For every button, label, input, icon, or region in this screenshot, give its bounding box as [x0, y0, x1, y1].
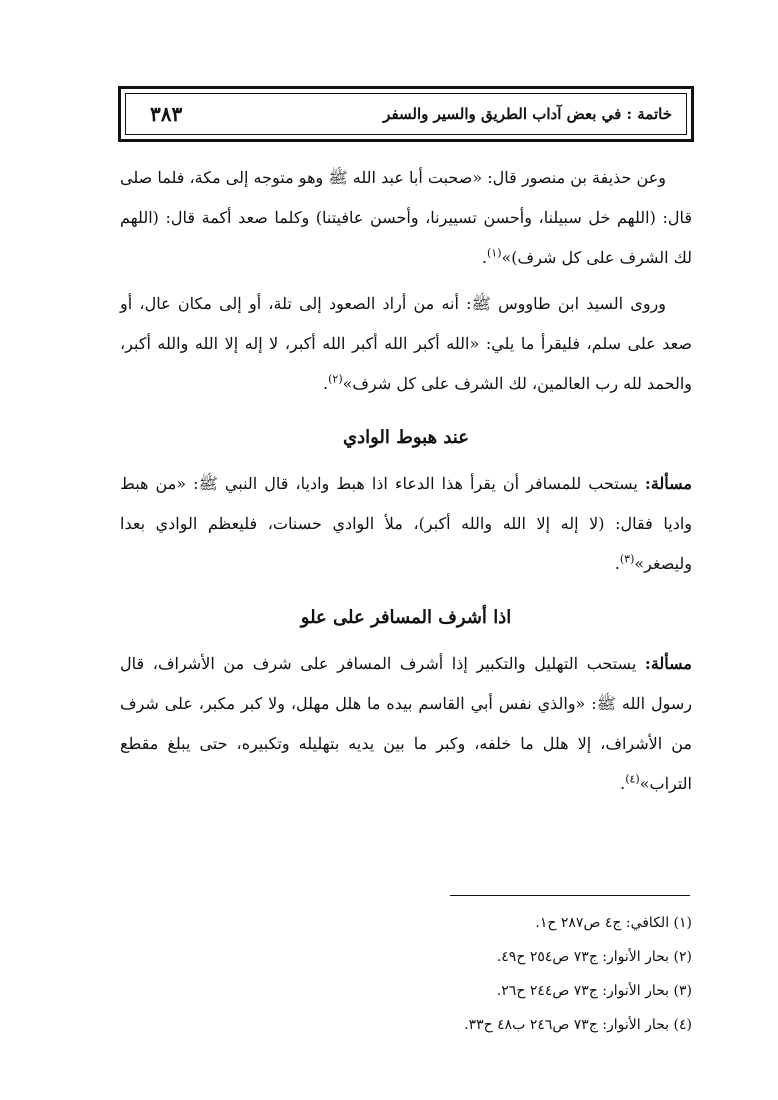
running-header	[118, 86, 694, 142]
paragraph-hudhayfa	[120, 158, 692, 278]
section-heading-height: اذا أشرف المسافر على علو	[300, 607, 512, 628]
paragraph-text: وعن حذيفة بن منصور قال: «صحبت أبا عبد الله ﷺ وهو متوجه إلى مكة، فلما صلى قال: (اللهم خل سبيلنا، وأحسن تسييرنا، وأحسن عافيتنا) وكلما صعد أكمة قال: (اللهم لك الشرف على كل شرف)»	[120, 168, 692, 267]
masala-label: مسألة:	[644, 654, 692, 673]
footnote-ref-1: (١)	[487, 246, 502, 260]
footnotes	[120, 906, 692, 1042]
paragraph-end: .	[323, 374, 329, 393]
footnote-divider	[450, 895, 690, 896]
footnote-ref-4: (٤)	[625, 772, 640, 786]
section-heading-valley: عند هبوط الوادي	[343, 427, 469, 448]
masala-label: مسألة:	[644, 474, 692, 493]
footnote-ref-3: (٣)	[619, 552, 635, 566]
paragraph-end: .	[614, 554, 620, 573]
paragraph-text: وروى السيد ابن طاووس ﷺ: أنه من أراد الصعود إلى تلة، أو إلى مكان عال، أو صعد على سلم، فليقرأ ما يلي: «الله أكبر الله أكبر الله أكبر، لا إله إلا الله والله أكبر، والحمد لله رب العالمين، لك الشرف على كل شرف»	[120, 294, 692, 393]
footnote-ref-2: (٢)	[328, 372, 343, 386]
paragraph-text: يستحب التهليل والتكبير إذا أشرف المسافر على شرف من الأشراف، قال رسول الله ﷺ: «والذي نفس أبي القاسم بيده ما هلل مهلل، ولا كبر مكبر، على شرف من الأشراف، إلا هلل ما خلفه، وكبر ما بين يديه بتهليله وتكبيره، حتى يبلغ مقطع التراب»	[120, 654, 692, 793]
footnote-3: (٣) بحار الأنوار: ج٧٣ ص٢٤٤ ح٢٦.	[496, 983, 692, 999]
chapter-title: خاتمة : في بعض آداب الطريق والسير والسفر	[383, 105, 672, 123]
paragraph-end: .	[481, 248, 487, 267]
paragraph-text: يستحب للمسافر أن يقرأ هذا الدعاء اذا هبط واديا، قال النبي ﷺ: «من هبط واديا فقال: (لا إله إلا الله والله أكبر)، ملأ الوادي حسنات، فليعظم الوادي بعدا وليصغر»	[120, 474, 692, 573]
footnote-1: (١) الكافي: ج٤ ص٢٨٧ ح١.	[535, 915, 692, 931]
paragraph-height	[120, 644, 692, 804]
page-number: ٣٨٣	[150, 102, 183, 126]
paragraph-end: .	[620, 774, 626, 793]
main-text	[120, 158, 692, 810]
running-header-inner	[125, 93, 687, 135]
footnote-4: (٤) بحار الأنوار: ج٧٣ ص٢٤٦ ب٤٨ ح٣٣.	[464, 1017, 692, 1033]
paragraph-valley	[120, 464, 692, 584]
paragraph-ibn-tawus	[120, 284, 692, 404]
footnote-2: (٢) بحار الأنوار: ج٧٣ ص٢٥٤ ح٤٩.	[496, 949, 692, 965]
